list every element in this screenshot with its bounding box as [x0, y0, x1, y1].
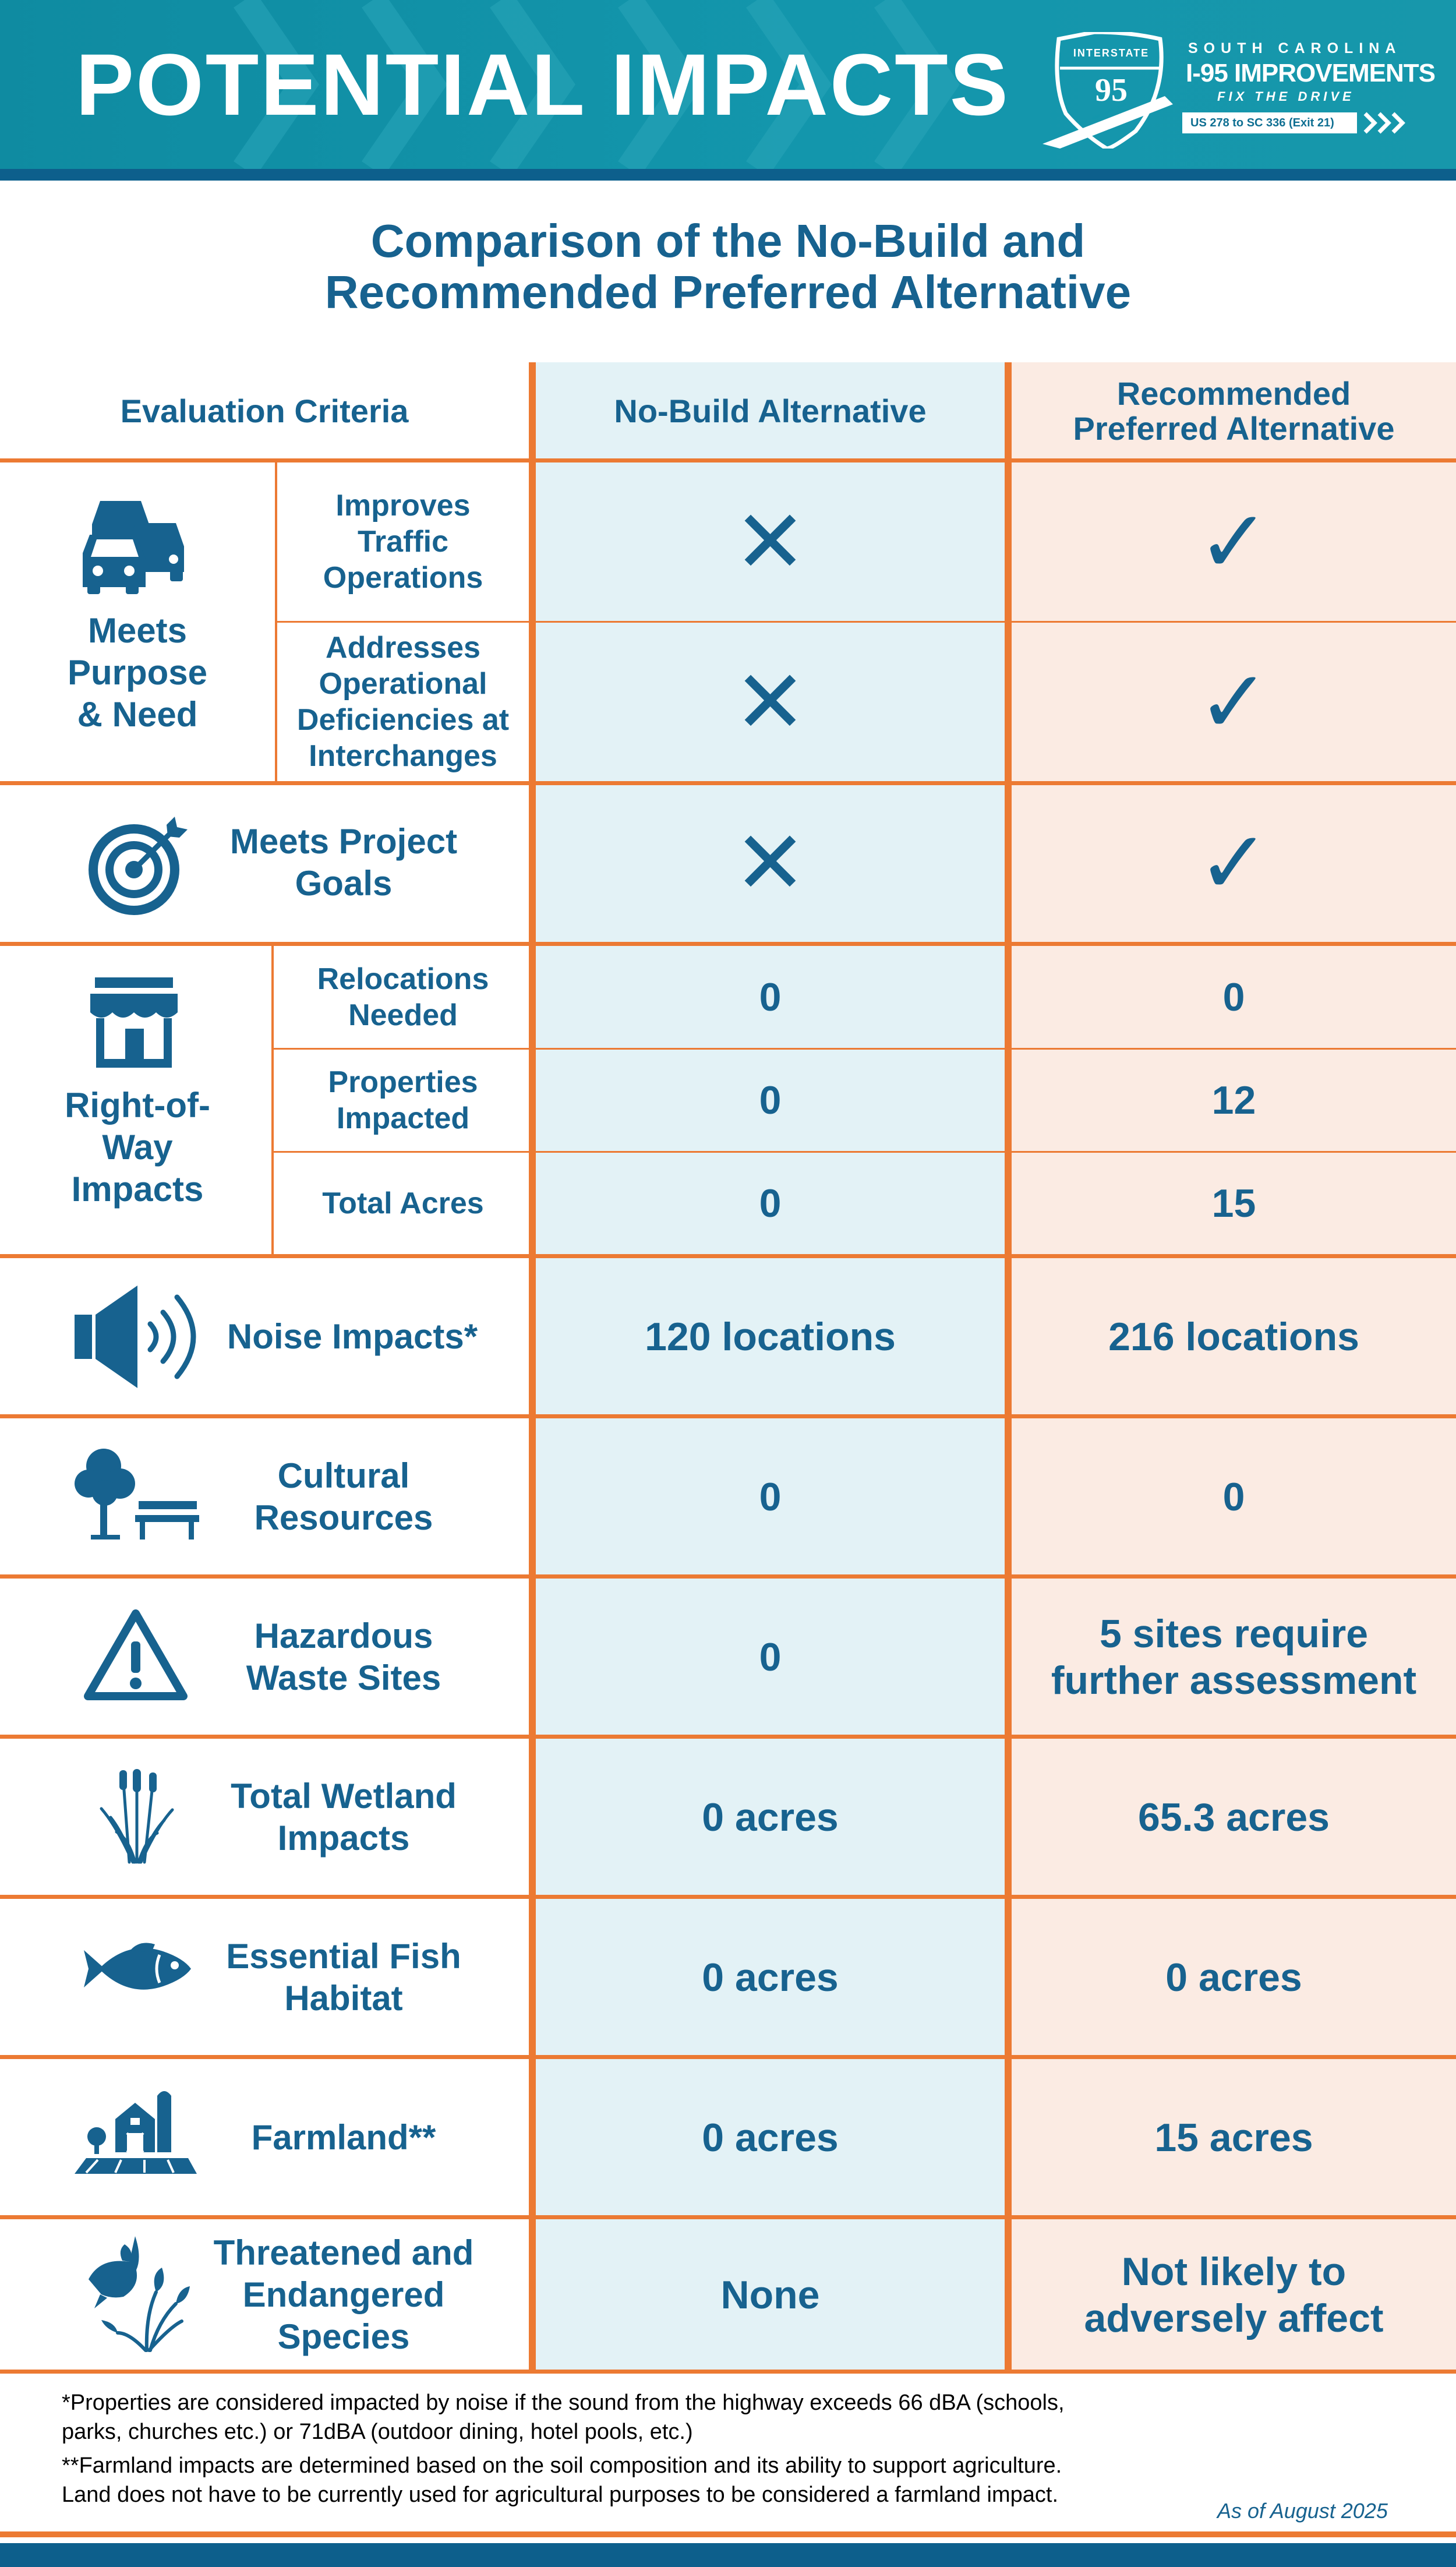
row-divider	[0, 1735, 1456, 1739]
header-no-build: No-Build Alternative	[614, 393, 927, 429]
footnote-line: **Farmland impacts are determined based on the soil composition and its ability to support agriculture.	[62, 2453, 1062, 2478]
fish-icon	[82, 1940, 192, 1998]
subcriteria-label-line: Properties	[328, 1065, 478, 1099]
row-divider	[0, 1895, 1456, 1899]
criteria-label-line: Way	[102, 1128, 173, 1167]
barn-silo-icon	[75, 2085, 200, 2176]
criteria-project-goals	[192, 783, 495, 942]
value-species-no-build: None	[720, 2273, 820, 2317]
value-relocations-preferred: 0	[1222, 975, 1245, 1019]
logo-segment: US 278 to SC 336 (Exit 21)	[1182, 112, 1357, 133]
value-fish-no-build: 0 acres	[702, 1955, 839, 2000]
criteria-label-line: Impacts	[277, 1819, 410, 1858]
criteria-label-line: Essential Fish	[226, 1937, 461, 1976]
value-noise-no-build: 120 locations	[645, 1315, 896, 1359]
check-mark-icon: ✓	[1197, 814, 1271, 912]
value-line: 5 sites require	[1099, 1612, 1369, 1656]
comparison-subtitle	[0, 216, 1456, 318]
value-line: further assessment	[1051, 1658, 1417, 1703]
row-divider	[0, 2370, 1456, 2374]
header-preferred	[1012, 362, 1456, 460]
cattail-reeds-icon	[99, 1762, 175, 1864]
header-preferred-line-1: Recommended	[1116, 375, 1351, 412]
criteria-label-line: Purpose	[67, 653, 208, 692]
criteria-label-line: Impacts	[71, 1170, 204, 1209]
bird-plant-icon	[77, 2234, 193, 2353]
footer-orange-band	[0, 2531, 1456, 2537]
cross-mark-icon: ✕	[733, 493, 807, 591]
criteria-label-line: Hazardous	[254, 1616, 433, 1655]
footnote-line: *Properties are considered impacted by noise if the sound from the highway exceeds 66 dBA (schools,	[62, 2391, 1065, 2415]
sc-i95-logo	[1042, 32, 1435, 149]
header-evaluation-criteria: Evaluation Criteria	[120, 393, 409, 429]
footnote-farmland	[62, 2451, 1215, 2509]
subcriteria-label-line: Addresses	[326, 631, 480, 665]
target-icon	[86, 814, 188, 916]
check-mark-icon: ✓	[1197, 493, 1271, 591]
subcriteria-label-line: Traffic	[357, 525, 449, 559]
footnote-noise	[62, 2388, 1215, 2446]
subcriteria-total-acres: Total Acres	[322, 1187, 484, 1220]
value-farmland-no-build: 0 acres	[702, 2116, 839, 2160]
subcriteria-label-line: Improves	[335, 489, 471, 522]
storefront-icon	[90, 977, 178, 1068]
subtitle-line-1: Comparison of the No-Build and	[370, 215, 1086, 267]
traffic-cars-icon	[83, 494, 190, 596]
logo-tagline: FIX THE DRIVE	[1217, 89, 1355, 104]
logo-program: I-95 IMPROVEMENTS	[1186, 59, 1435, 87]
column-divider	[529, 362, 536, 2371]
criteria-label-line: Right-of-	[65, 1086, 210, 1125]
subcriteria-label-line: Deficiencies at	[296, 703, 510, 737]
row-divider	[0, 1574, 1456, 1579]
check-mark-icon: ✓	[1197, 653, 1271, 751]
criteria-label-line: Waste Sites	[246, 1658, 441, 1697]
header-preferred-line-2: Preferred Alternative	[1073, 410, 1395, 447]
value-hazardous-preferred	[1012, 1579, 1456, 1736]
row-divider	[0, 1254, 1456, 1258]
value-acres-no-build: 0	[759, 1181, 782, 1226]
subtitle-line-2: Recommended Preferred Alternative	[324, 266, 1132, 318]
criteria-label-line: Habitat	[284, 1979, 403, 2018]
criteria-hazardous	[192, 1579, 495, 1736]
criteria-label-line: & Need	[77, 695, 198, 734]
value-relocations-no-build: 0	[759, 975, 782, 1019]
row-divider	[0, 781, 1456, 785]
subcriteria-traffic-operations	[277, 462, 529, 621]
value-fish-preferred: 0 acres	[1165, 1955, 1302, 2000]
value-cultural-preferred: 0	[1222, 1475, 1245, 1519]
warning-triangle-icon	[83, 1608, 188, 1701]
footer-blue-band	[0, 2543, 1456, 2567]
criteria-right-of-way	[0, 1078, 275, 1217]
subcriteria-label-line: Impacted	[336, 1101, 470, 1135]
page-title: POTENTIAL IMPACTS	[76, 36, 1010, 133]
value-wetland-preferred: 65.3 acres	[1138, 1795, 1330, 1839]
subcriteria-relocations	[277, 947, 529, 1048]
subrow-divider	[271, 1048, 1456, 1050]
subcriteria-label-line: Operational	[319, 667, 487, 701]
criteria-label-line: Total Wetland	[231, 1777, 457, 1816]
row-divider	[0, 1414, 1456, 1418]
subcriteria-interchange-deficiencies	[277, 623, 529, 781]
criteria-label-line: Resources	[254, 1498, 433, 1537]
park-tree-bench-icon	[75, 1447, 200, 1541]
criteria-purpose-need	[0, 600, 275, 746]
criteria-wetland	[192, 1739, 495, 1896]
row-divider	[0, 2055, 1456, 2059]
criteria-label-line: Meets Project	[229, 822, 458, 861]
column-divider	[1005, 362, 1012, 2371]
value-hazardous-no-build: 0	[759, 1635, 782, 1679]
value-wetland-no-build: 0 acres	[702, 1795, 839, 1839]
subrow-divider	[271, 1151, 1456, 1153]
row-divider	[0, 942, 1456, 946]
value-properties-preferred: 12	[1211, 1078, 1256, 1122]
criteria-farmland: Farmland**	[251, 2118, 436, 2157]
criteria-label-line: Species	[277, 2317, 410, 2356]
subcriteria-properties	[277, 1050, 529, 1151]
cross-mark-icon: ✕	[733, 653, 807, 751]
subcolumn-divider	[271, 944, 274, 1256]
value-noise-preferred: 216 locations	[1108, 1315, 1359, 1359]
criteria-cultural	[192, 1418, 495, 1576]
criteria-species	[192, 2219, 495, 2371]
value-species-preferred	[1012, 2219, 1456, 2371]
as-of-date: As of August 2025	[1217, 2499, 1388, 2523]
footnote-line: Land does not have to be currently used for agricultural purposes to be considered a farmland impact.	[62, 2483, 1059, 2507]
row-divider	[0, 458, 1456, 462]
shield-label: INTERSTATE	[1073, 47, 1150, 59]
subrow-divider	[275, 621, 1456, 623]
value-line: Not likely to	[1121, 2250, 1347, 2294]
criteria-label-line: Goals	[295, 864, 393, 903]
speaker-icon	[75, 1284, 203, 1389]
shield-number: 95	[1095, 72, 1128, 108]
arrow-chevrons-icon	[1362, 111, 1408, 135]
value-properties-no-build: 0	[759, 1078, 782, 1122]
value-farmland-preferred: 15 acres	[1154, 2116, 1313, 2160]
cross-mark-icon: ✕	[733, 814, 807, 912]
subcriteria-label-line: Needed	[348, 998, 458, 1032]
criteria-label-line: Threatened and	[213, 2233, 474, 2272]
header-divider	[0, 169, 1456, 181]
value-line: adversely affect	[1084, 2296, 1384, 2340]
criteria-noise: Noise Impacts*	[227, 1317, 478, 1356]
logo-state: SOUTH CAROLINA	[1188, 40, 1402, 57]
subcriteria-label-line: Relocations	[317, 962, 489, 996]
criteria-fish-habitat	[192, 1899, 495, 2056]
value-acres-preferred: 15	[1211, 1181, 1256, 1226]
header-banner	[0, 0, 1456, 169]
footnote-line: parks, churches etc.) or 71dBA (outdoor dining, hotel pools, etc.)	[62, 2420, 693, 2444]
criteria-label-line: Endangered	[242, 2275, 445, 2314]
criteria-label-line: Cultural	[277, 1456, 410, 1495]
criteria-label-line: Meets	[87, 611, 188, 650]
row-divider	[0, 2215, 1456, 2219]
subcriteria-label-line: Operations	[323, 561, 483, 595]
subcriteria-label-line: Interchanges	[309, 739, 497, 773]
value-cultural-no-build: 0	[759, 1475, 782, 1519]
